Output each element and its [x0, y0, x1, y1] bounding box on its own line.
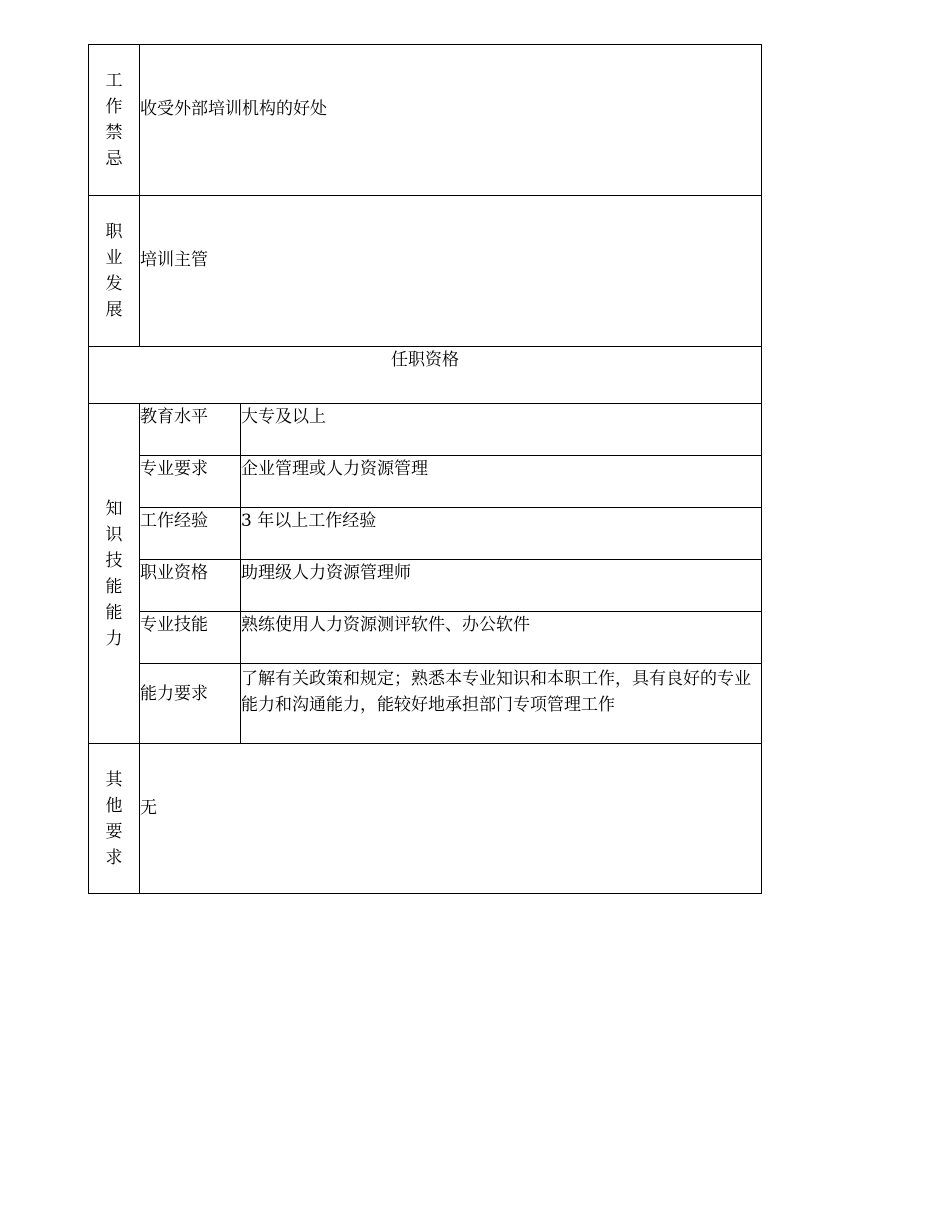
value-work-prohibitions: 收受外部培训机构的好处 — [140, 45, 762, 196]
row-education — [89, 404, 762, 456]
row-work-prohibitions — [89, 45, 762, 196]
label-other-requirements: 其 他 要 求 — [89, 744, 140, 894]
label-ability: 能力要求 — [140, 664, 241, 744]
value-other-requirements: 无 — [140, 744, 762, 894]
section-title-qualifications: 任职资格 — [89, 347, 762, 404]
value-ability: 了解有关政策和规定；熟悉本专业知识和本职工作，具有良好的专业能力和沟通能力，能较好地承担部门专项管理工作 — [241, 664, 762, 744]
value-experience: 3 年以上工作经验 — [241, 508, 762, 560]
value-certification: 助理级人力资源管理师 — [241, 560, 762, 612]
row-career-development — [89, 196, 762, 347]
row-other-requirements — [89, 744, 762, 894]
label-education: 教育水平 — [140, 404, 241, 456]
label-experience: 工作经验 — [140, 508, 241, 560]
label-career-development: 职 业 发 展 — [89, 196, 140, 347]
label-work-prohibitions: 工 作 禁 忌 — [89, 45, 140, 196]
row-ability — [89, 664, 762, 744]
row-experience — [89, 508, 762, 560]
job-qualification-table — [88, 44, 762, 894]
value-career-development: 培训主管 — [140, 196, 762, 347]
row-certification — [89, 560, 762, 612]
label-major: 专业要求 — [140, 456, 241, 508]
value-professional-skills: 熟练使用人力资源测评软件、办公软件 — [241, 612, 762, 664]
label-professional-skills: 专业技能 — [140, 612, 241, 664]
row-professional-skills — [89, 612, 762, 664]
value-major: 企业管理或人力资源管理 — [241, 456, 762, 508]
row-qualifications-header — [89, 347, 762, 404]
label-knowledge-skills: 知 识 技 能 能 力 — [89, 404, 140, 744]
row-major — [89, 456, 762, 508]
value-education: 大专及以上 — [241, 404, 762, 456]
label-certification: 职业资格 — [140, 560, 241, 612]
